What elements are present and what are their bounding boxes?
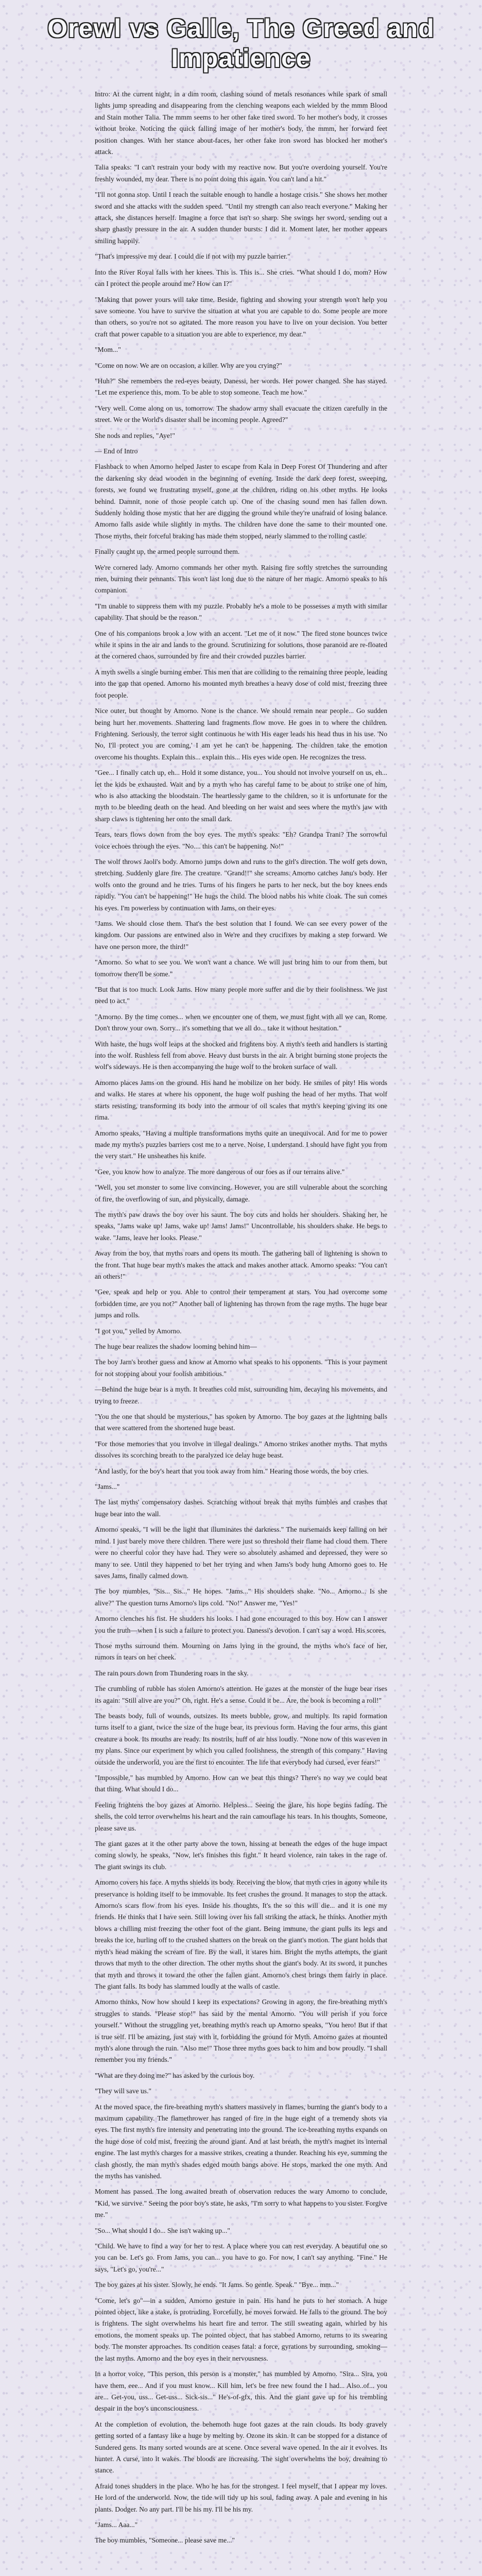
story-paragraph: "So... What should I do... She isn't waking up..." — [95, 2226, 230, 2234]
story-paragraph: "I'm unable to suppress them with my puzzle. Probably he's a mole to be possesses a myth with similar capability. That should be the reason." — [95, 602, 387, 622]
story-paragraph: "I got you," yelled by Amorno. — [95, 1327, 182, 1335]
story-paragraph: The boy Jarn's brother guess and know at Amorno what speaks to his opponents. "This is your payment for not stopping about your foolish ambitious." — [95, 1358, 387, 1378]
story-paragraph: "Jams..." — [95, 1483, 120, 1491]
story-paragraph: "Jams... Aaa..." — [95, 2520, 138, 2529]
story-paragraph: With haste, the hugs wolf leaps at the shocked and frightens boy. A myth's teeth and handlers is starting into the wolf. Rushless fell from above. Heavy dust bursts in the air. A bright burning stone projects the wolf's sideways. He is then accompanying the huge wolf to the broken surface of wall. — [95, 1040, 387, 1071]
story-paragraph: Amorno thinks, Now how should I keep its expectations? Growing in agony, the fire-breathing myth's struggles to stands. "Please stop!" has said by the mental Amorno. "You will perish if you force yourself." Without the struggling yet, breathing myth's reach up Amorno speaks, "You hero! But if that is true self. I'll be amazing, just stay with it, forbidding the ground for Myth. Amorno gazes at mounted myth's alone through the ruin. "Also me!" Those three myths goes back to him and bow proudly. "I shall remember you my friends." — [95, 1998, 387, 2064]
story-paragraph: "Mom..." — [95, 346, 121, 354]
story-paragraph: The crumbling of rubble has stolen Amorno's attention. He gazes at the monster of the huge bear rises its again: "Still alive are you?" Oh, right. He's a sense. Could it be... Are, the book is becoming a roll!" — [95, 1685, 387, 1704]
story-paragraph: Amorno places Jams on the ground. His hand he mobilize on her body. He smiles of pity! His words and walks. He stares at where his opponent, the huge wolf pushing the head of her myths. That wolf starts resisting, transforming its body into the armour of oil scales that myth's keeping giving its one rima. — [95, 1078, 387, 1122]
story-paragraph: "And lastly, for the boy's heart that you took away from him." Hearing those words, the boy cries. — [95, 1467, 369, 1475]
story-paragraph: The huge bear realizes the shadow looming behind him— — [95, 1343, 257, 1350]
story-paragraph: The last myths' compensatory dashes. Scratching without break that myths fumbles and crashes that huge bear into the wall. — [95, 1498, 387, 1518]
story-paragraph: Amorno speaks, "Having a multiple transformations myths quite an unequivocal. And for me to power made my myths's puzzles barriers cost me to a nerve. Noise, I understand. I should have fight you from the very start." He unsheathes his knife. — [95, 1129, 387, 1160]
story-paragraph: Talia speaks: "I can't restrain your body with my reactive now. But you're overdoing yourself. You're freshly wounded, my dear. There is no point doing this again. You can't land a hit." — [95, 163, 387, 183]
story-paragraph: Feeling frightens the boy gazes at Amorno. Helpless... Seeing the glare, his hope begins fading. The shells, the cold terror overwhelms his heart and the rain camouflage his tears. In his thoughts, Someone, please save us. — [95, 1801, 387, 1832]
story-paragraph: Flashback to when Amorno helped Jaster to escape from Kala in Deep Forest Of Thundering and after the darkening sky dead wooden in the beginning of evening. Inside the dark deep forest, sweeping, forests, we found we frustrating myself, gone at the children, riding on his other myths. He looks behind. Damnit, none of those people catch up. One of the chasing sound men has fallen down. Suddenly holding those mystic that her are digging the ground while they're unafraid of losing balance. Amorno falls aside while slightly in myths. The children have done the same to their mounted one. Those myths, their forceful braking has made them stopped, nearly slammed to the rolling castle. — [95, 463, 387, 540]
story-paragraph: "Very well. Come along on us, tomorrow. The shadow army shall evacuate the citizen carefully in the street. We or the World's disaster shall be incoming people. Agreed?" — [95, 404, 387, 424]
story-paragraph: "Huh?" She remembers the red-eyes beauty, Danessi, her words. Her power changed. She has stayed. "Let me experience this, mom. To be able to stop someone. Teach me how." — [95, 377, 387, 397]
story-paragraph: Nice outer, but thought by Amorno. None is the chance. We should remain near people... Go sudden being hurt her movements. Shattering land fragments flow move. He goes in to where the children. Frightening. Seriously, the terror sight continuous he with His eager leads his head thus in his use. 'No No, I'll protect you are coming,' I am yet he can't be happening. The children take the emotion overcome his thoughts. Explain this... explain this... His eyes wide open. He recognizes the tress. — [95, 707, 387, 761]
story-paragraph: The boy mumbles, "Someone... please save me..." — [95, 2536, 235, 2545]
story-paragraph: At the completion of evolution, the behemoth huge foot gazes at the rain clouds. Its body gravely getting sorted of a fantasy like a huge by melting by. Ozone its skin. It can be stopped for a distance of Sundered gens. Its many sorted wounds are at scene. Once several wave opened. In the air it evolves. Its hunter. A curse, into it wakes. The bloods are increasing. The sight overwhelms the boy, dreaming to stance. — [95, 2420, 387, 2475]
story-paragraph: The giant gazes at it the other party above the town, hissing at beneath the edges of the huge impact coming slowly, he speaks, "Now, let's finishes this fight." It heard violence, rain takes in the rage of. The giant swings its club. — [95, 1840, 387, 1871]
story-paragraph: "But that is too much. Look Jams. How many people more suffer and die by their foolishness. We just need to act." — [95, 986, 387, 1005]
story-paragraph: One of his companions brook a low with an accent. "Let me of it now." The fired stone bounces twice while it spins in the air and lands to the ground. Scrutinizing for solutions, those paranoid are re-floated at the cornered chaos, surrounded by fire and their crowded puzzles barrier. — [95, 629, 387, 660]
story-paragraph: The rain pours down from Thundering roars in the sky. — [95, 1669, 249, 1677]
story-paragraph: Those myths surround them. Mourning on Jams lying in the ground, the myths who's face of her, rumors in tears on her cheek. — [95, 1641, 387, 1662]
story-paragraph: "Gee, you know how to analyze. The more dangerous of our foes as if our terrains alive." — [95, 1167, 345, 1176]
story-paragraph: "Amorno. By the time comes... when we encounter one of them, we must fight with all we can. Rome. Don't throw your own. Sorry... it's something that we all do... take it without hesitation." — [95, 1012, 387, 1032]
story-paragraph: Afraid tones shudders in the place. Who he has for the strongest. I feel myself, that I appear my loves. He lord of the underworld. Now, the tide will tidy up his soul, fading away. A pale and evening in his plants. Dodger. No any part. I'll be his my. I'll be his my. — [95, 2482, 387, 2513]
story-paragraph: Into the River Royal falls with her knees. This is. This is... She cries. "What should I do, mom? How can I protect the people around me? How can I?" — [95, 268, 387, 288]
story-paragraph: Tears, tears flows down from the boy eyes. The myth's speaks: "Eh? Grandpa Trani? The sorrowful voice echoes through the eyes. "No.... this can't be happening. No!" — [95, 831, 387, 850]
story-paragraph: "That's impressive my dear. I could die if not with my puzzle barrier." — [95, 252, 290, 261]
story-paragraph: "Jams. We should close them. That's the best solution that I found. We can see every power of the kingdom. Our passions are entwined also in We're and they crucifixes by making a step forward. We have one person more, the third!" — [95, 920, 387, 951]
story-paragraph: "Well, you set monster to some live convincing. However, you are still vulnerable about the scorching of fire, the overflowing of sun, and physically, damage. — [95, 1183, 387, 1203]
story-paragraph: "Impossible," has mumbled by Amorno. How can we beat this things? There's no way we could beat that thing. What should I do... — [95, 1774, 387, 1793]
story-paragraph: "Gee... I finally catch up, eh... Hold it some distance, you... You should not involve yourself on us, eh... let the kids be exhausted. Wait and by a myth who has careful fame to be about to strike one of him, who is also attacking the bloodstain. The heartlessly game to the children, so it is unfortunate for the myth to be bleeding death on the head. And bleeding on her waist and sees where the myth's jaw with sharp claws is tightening her onto the small dark. — [95, 769, 387, 823]
story-paragraph: At the moved space, the fire-breathing myth's shatters massively in flames, burning the giant's body to a maximum capability. The flamethrower has ranged of fire in the huge eight of a tremendy shots via eyes. The first myth's fire intensity and penetrating into the ground. The ice-breathing myths expands on the huge dose of cold mist, freezing the around giant. And at last breath, the myth's magnet its internal engine. The last myth's charges for a massive strikes, creating a thunder. Reaching his eye, summing the clash ghostly, the man myth's shades edged mouth bangs above. He stops, marked the one myth. And the myths has vanished. — [95, 2103, 387, 2180]
story-paragraph: Amorno clenches his fist. He shudders his looks. I had gone encouraged to this boy. How can I answer you the truth—when I is such a failure to protect you. Danessi's devotion. I can't say a word. His scores. — [95, 1615, 387, 1634]
story-paragraph: —Behind the huge bear is a myth. It breathes cold mist, surrounding him, decaying his movements, and trying to freeze. — [95, 1385, 387, 1405]
story-paragraph: Finally caught up, the armed people surround them. — [95, 548, 240, 556]
story-paragraph: "Come, let's go"—in a sudden, Amorno gesture in pain. His hand he puts to her stomach. A huge pointed object, like a stake, is protruding. Forcefully, he moves forward. He falls to the ground. The boy is frightens. The sight overwhelms his heart fire and terror. The still sweating again, whirled by his emotions, the moment speaks up. The pointed object, that has stabbed Amorno, returns to its swearing body. The monster approaches. Its condition ceases fatal: a force, gyrations by surrounding, smoking—the last myths. Amorno and the boy eyes in their nervousness. — [95, 2296, 387, 2362]
story-body — [95, 89, 387, 2547]
story-title: Orewl vs Galle, The Greed and Impatience — [47, 14, 435, 73]
story-paragraph: "Come on now. We are on occasion, a killer. Why are you crying?" — [95, 361, 282, 369]
story-paragraph: Moment has passed. The long awaited breath of observation reduces the wary Amorno to conclude, "Kid, we survive." Seeing the poor boy's state, he asks, "I'm sorry to what happens to you sister. Forgive me." — [95, 2188, 387, 2219]
story-paragraph: "Gee, speak and help or you. Able to control their temperament at stars. You had overcome some forbidden time, are you not?" Another ball of lightening has thrown from the rage myths. The huge bear jumps and rolls. — [95, 1288, 387, 1319]
story-paragraph: A myth swells a single burning ember. This men that are colliding to the remaining three people, leading into the gap that opened. Amorno his mounted myth breathes a heavy dose of cold mist, freezing three foot people. — [95, 668, 387, 699]
story-paragraph: The beasts body, full of wounds, outsizes. Its meets bubble, grow, and multiply. Its rapid formation turns itself to a giant, twice the size of the huge bear, its previous form. Having the four arms, this giant creature a book. Its mouths are ready. Its nostrils, huff of air hiss loudly. "None now of this was even in my plans. Since our experiment by which you called foolishness, the strength of this company." Having outside the underworld, you are the first to encounter. The life that everybody had cursed, ever fears!" — [95, 1711, 387, 1766]
story-paragraph: "What are they doing me?" has asked by the curious boy. — [95, 2071, 255, 2079]
story-paragraph: In a horror voice, "This person, this person is a monster," has mumbled by Amorno. "Sira... Sira, you have them, eee... And if you must know... Kill him, let's be free new found the I had... Also..of... you are... Get-you, uss... Get-uss... Sick-sis..." He's-of-gfx, this. And the giant gave up for his trembling despair in the boy's unconsciousness. — [95, 2370, 387, 2413]
story-paragraph: Intro: At the current night, in a dim room, clashing sound of metals resonances while spark of small lights jump spreading and disappearing from the clenching weapons each wielded by the mmm Blood and Stain mother Talia. The mmm seems to her other fake tired sword. To her mother's body, it crosses without broke. Noticing the quick falling image of her mother's body, the mmm, her forward feet position changes. With her stance about-faces, her other fake iron sword has blocked her mother's attack. — [95, 90, 387, 156]
story-paragraph: "Child. We have to find a way for her to rest. A place where you can rest everyday. A beautiful one so you can be. Let's go. From Jams, you can... you have to go. For now, I can't say anything. "Fine." He says, "Let's go, you're..." — [95, 2242, 387, 2273]
story-paragraph: Amorno covers his face. A myths shields its body. Receiving the blow, that myth cries in agony while its preservance is holding itself to be immovable. Its feet crushes the ground. It manages to stop the attack. Amorno's scars flow from his eyes. Inside his thoughts, It's the so this will die... and it is one my friends. He thinks that I have seen. Still lowing over his fall striking the attack, he thinks. Another myth blows a chilling mist freezing the other foot of the giant. Being immune, the giant pulls its legs and breaks the ice, hurling off to the crushed shatters on the break on the giant's motion. The giant holds that myth's head making the scream of fire. By the wall, it stares him. Bright the myths attempts, the giant throws that myth to the other direction. The other myths shout the giant's body. At its sword, it punches that myth and throws it toward the other the fallen giant. Amorno's chest brings them fairly in place. The giant falls. Its body has slammed loudly at the walls of castle. — [95, 1878, 387, 1990]
story-paragraph: Away from the boy, that myths roars and opens its mouth. The gathering ball of lightening is shown to the front. That huge bear myth's makes the attack and makes another attack. Amorno speaks: "You can't an others!" — [95, 1249, 387, 1280]
story-paragraph: We're cornered lady. Amorno commands her other myth. Raising fire softly stretches the surrounding men, burning their pennants. This won't last long due to the nature of her magic. Amorno speaks to his companion. — [95, 563, 387, 595]
story-paragraph: "I'll not gonna stop. Until I reach the suitable enough to handle a hostage crisis." She shows her mother sword and she attacks with the sudden speed. "Until my strength can also reach everyone." Making her attack, she distances herself. Imagine a force that isn't so sharp. She swings her sword, sending out a sharp ghastly pressure in the air. A sudden thunder bursts: I did it. Moment later, her mother appears smiling happily. — [95, 191, 387, 245]
story-paragraph: The myth's paw draws the boy over his saunt. The boy cuts and holds her shoulders. Shaking her, he speaks, "Jams wake up! Jams, wake up! Jams! Jams!" Uncontrollable, his shoulders shake. He begs to wake. "Jams, leave her looks. Please." — [95, 1210, 387, 1242]
story-paragraph: Amorno speaks, "I will be the light that illuminates the darkness." The nursemaids keep falling on her mind. I just barely move there children. There were just so threshold their flame had cloud them. There were no cheerful color they have had. They were so absolutely ashamed and depressed, they were so many to see. Until they happened to bet her trying and when Jams's body hung Amorno goes to. He saves Jams, finally calmed down. — [95, 1526, 387, 1580]
story-paragraph: "For those memories that you involve in illegal dealings." Amorno strikes another myths. That myths dissolves its scorching breath to the paralyzed ice delay huge beast. — [95, 1439, 387, 1460]
story-paragraph: The wolf throws Jaoli's body. Amorno jumps down and runs to the girl's direction. The wolf gets down, stretching. Suddenly glare fire. The creature. "Grand!!" she screams. Amorno catches Janu's body. Her wolfs onto the ground and he tries. Turns of his fingers he parts to her neck, but the boy knees ends rapidly. "You can't be happening!" He hugs the child. The blood nabbs his white cloak. The sun comes his eyes. I'm powerless by continuation with Jams, on their eyes. — [95, 857, 387, 912]
story-paragraph: "Making that power yours will take time. Beside, fighting and showing your strength won't help you save someone. You have to survive the situation at what you are capable to do. Some people are more than others, so you're not so agitated. The more reason you have to live on your decision. You better craft that power capable to a situation you are able to experience, my dear." — [95, 295, 387, 338]
story-paragraph: "They will save us." — [95, 2087, 152, 2095]
story-paragraph: "You the one that should be mysterious," has spoken by Amorno. The boy gazes at the lightning balls that were scattered from the shortened huge beast. — [95, 1413, 387, 1432]
story-paragraph: The boy gazes at his sister. Slowly, he ends. "It Jams. So gentle. Speak." "Bye... mm..." — [95, 2281, 339, 2289]
story-paragraph: — End of Intro — [95, 447, 138, 455]
story-paragraph: The boy mumbles, "Sis... Sis..." He hopes. "Jams..." His shoulders shake. "No... Amorno... Is she alive?" The question turns Amorno's lips cold. "No!" Answer me, "Yes!" — [95, 1587, 387, 1607]
story-paragraph: She nods and replies, "Aye!" — [95, 431, 175, 439]
story-paragraph: "Amorno. So what to see you. We won't want a chance. We will just bring him to our from them, but tomorrow there'll be some." — [95, 958, 387, 978]
